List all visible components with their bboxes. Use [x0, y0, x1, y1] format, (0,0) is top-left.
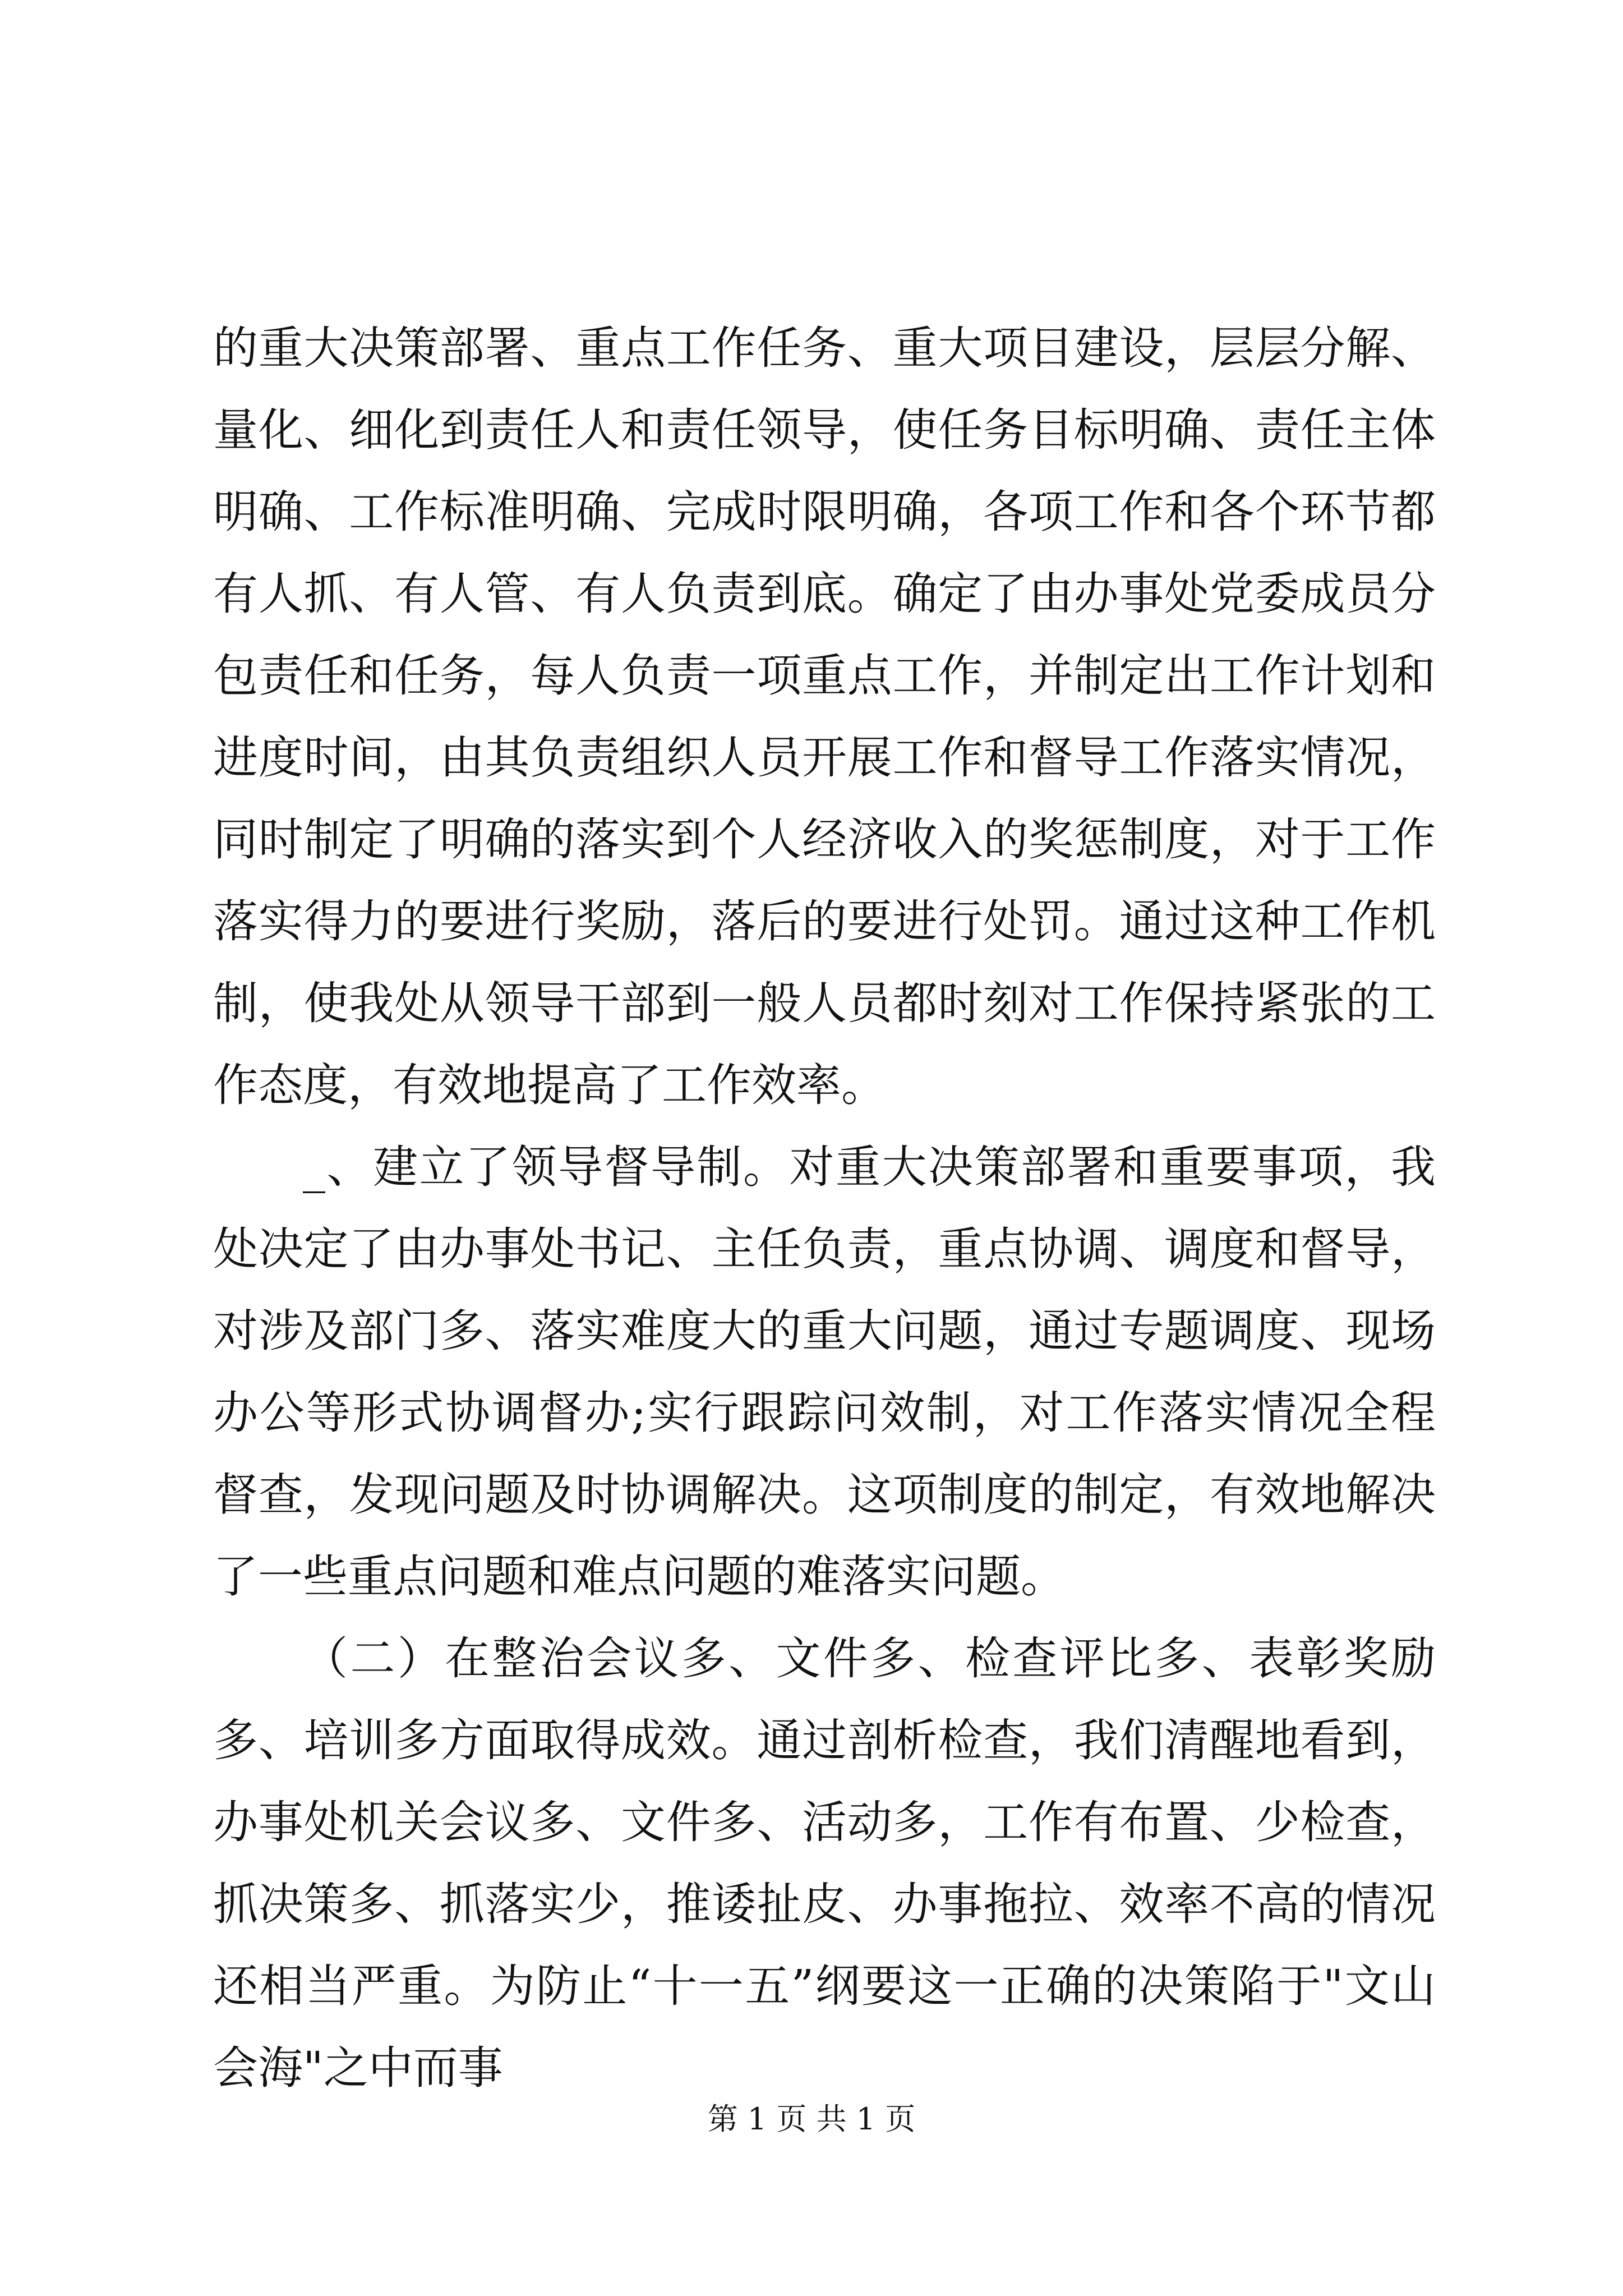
paragraph-3: （二）在整治会议多、文件多、检查评比多、表彰奖励多、培训多方面取得成效。通过剖析检查，我们清醒地看到，办事处机关会议多、文件多、活动多，工作有布置、少检查，抓决策多、抓落实少，推诿扯皮、办事拖拉、效率不高的情况还相当严重。为防止“十一五”纲要这一正确的决策陷于"文山会海"之中而事	[213, 1632, 1436, 2094]
page-number: 第 1 页 共 1 页	[707, 2101, 916, 2137]
page-footer	[0, 2097, 1623, 2142]
body-text	[213, 307, 1436, 2109]
paragraph-2: _、建立了领导督导制。对重大决策部署和重要事项，我处决定了由办事处书记、主任负责，重点协调、调度和督导，对涉及部门多、落实难度大的重大问题，通过专题调度、现场办公等形式协调督办;实行跟踪问效制，对工作落实情况全程督查，发现问题及时协调解决。这项制度的制定，有效地解决了一些重点问题和难点问题的难落实问题。	[213, 1141, 1436, 1603]
paragraph-1: 的重大决策部署、重点工作任务、重大项目建设，层层分解、量化、细化到责任人和责任领导，使任务目标明确、责任主体明确、工作标准明确、完成时限明确，各项工作和各个环节都有人抓、有人管、有人负责到底。确定了由办事处党委成员分包责任和任务，每人负责一项重点工作，并制定出工作计划和进度时间，由其负责组织人员开展工作和督导工作落实情况，同时制定了明确的落实到个人经济收入的奖惩制度，对于工作落实得力的要进行奖励，落后的要进行处罚。通过这种工作机制，使我处从领导干部到一般人员都时刻对工作保持紧张的工作态度，有效地提高了工作效率。	[213, 322, 1436, 1111]
